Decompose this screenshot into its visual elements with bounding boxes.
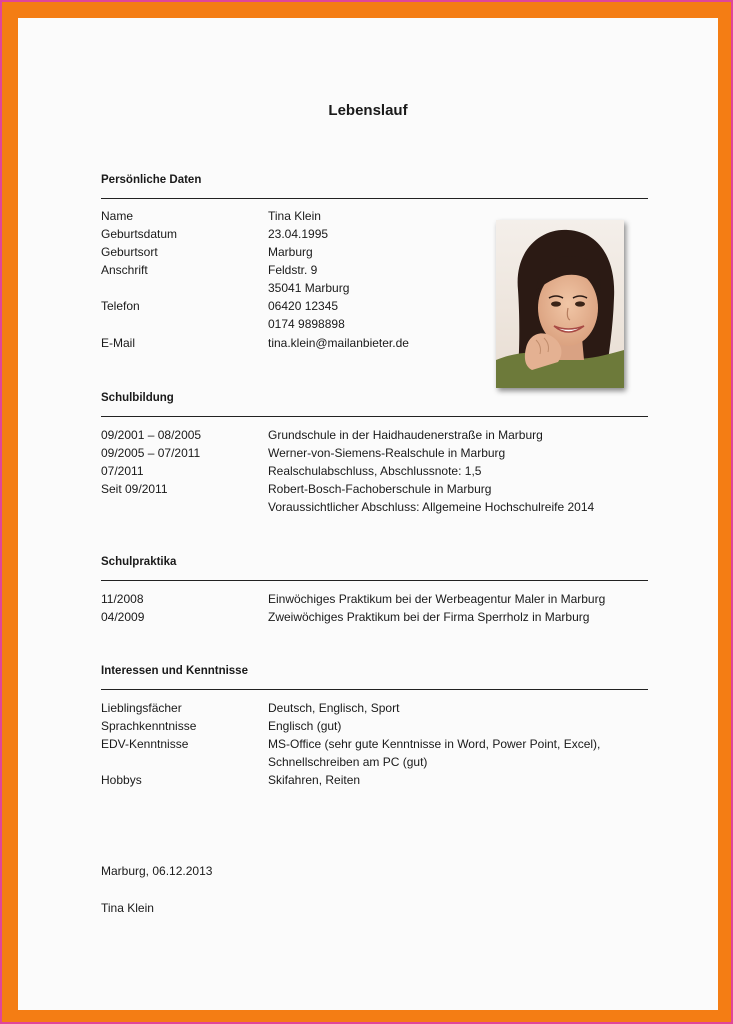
entry-description: Einwöchiges Praktikum bei der Werbeagentur Maler in Marburg [268, 592, 606, 606]
field-value: Tina Klein [268, 209, 321, 223]
entry-description: Grundschule in der Haidhaudenerstraße in Marburg [268, 428, 543, 442]
field-value: Feldstr. 9 [268, 263, 318, 277]
entry-description: Werner-von-Siemens-Realschule in Marburg [268, 446, 506, 460]
field-value: Skifahren, Reiten [268, 773, 361, 787]
entry-date: 04/2009 [101, 610, 145, 624]
section-divider [101, 198, 648, 199]
field-value: MS-Office (sehr gute Kenntnisse in Word, Power Point, Excel), [268, 737, 601, 751]
email-value: tina.klein@mailanbieter.de [268, 336, 409, 350]
entry-date: 09/2001 – 08/2005 [101, 428, 202, 442]
entry-date: 11/2008 [101, 592, 144, 606]
signature-name: Tina Klein [101, 901, 154, 915]
document-page [18, 18, 718, 1010]
entry-date: Seit 09/2011 [101, 482, 168, 496]
field-label: EDV-Kenntnisse [101, 737, 189, 751]
entry-date: 09/2005 – 07/2011 [101, 446, 201, 460]
field-value: 06420 12345 [268, 299, 339, 313]
field-label: Anschrift [101, 263, 148, 277]
field-value: Schnellschreiben am PC (gut) [268, 755, 428, 769]
section-divider [101, 580, 648, 581]
field-label: Geburtsdatum [101, 227, 178, 241]
field-value: Englisch (gut) [268, 719, 342, 733]
portrait-illustration [496, 220, 624, 388]
place-date: Marburg, 06.12.2013 [101, 864, 213, 878]
field-label: Telefon [101, 299, 140, 313]
section-heading-personal: Persönliche Daten [101, 174, 202, 186]
entry-description: Realschulabschluss, Abschlussnote: 1,5 [268, 464, 482, 478]
field-label: Geburtsort [101, 245, 158, 259]
section-divider [101, 689, 648, 690]
field-label: Hobbys [101, 773, 142, 787]
entry-description: Robert-Bosch-Fachoberschule in Marburg [268, 482, 492, 496]
field-label: Name [101, 209, 134, 223]
entry-description: Zweiwöchiges Praktikum bei der Firma Sperrholz in Marburg [268, 610, 590, 624]
field-value: 23.04.1995 [268, 227, 329, 241]
entry-description: Voraussichtlicher Abschluss: Allgemeine Hochschulreife 2014 [268, 500, 595, 514]
field-value: Deutsch, Englisch, Sport [268, 701, 400, 715]
entry-date: 07/2011 [101, 464, 144, 478]
field-value: Marburg [268, 245, 313, 259]
field-label: Lieblingsfächer [101, 701, 182, 715]
section-heading-interessen: Interessen und Kenntnisse [101, 665, 248, 677]
field-label: E-Mail [101, 336, 136, 350]
field-value: 35041 Marburg [268, 281, 350, 295]
section-heading-schulbildung: Schulbildung [101, 392, 174, 404]
section-heading-praktika: Schulpraktika [101, 556, 177, 568]
portrait-photo [496, 220, 624, 388]
field-value: 0174 9898898 [268, 317, 345, 331]
document-title: Lebenslauf [328, 102, 408, 119]
field-label: Sprachkenntnisse [101, 719, 197, 733]
section-divider [101, 416, 648, 417]
